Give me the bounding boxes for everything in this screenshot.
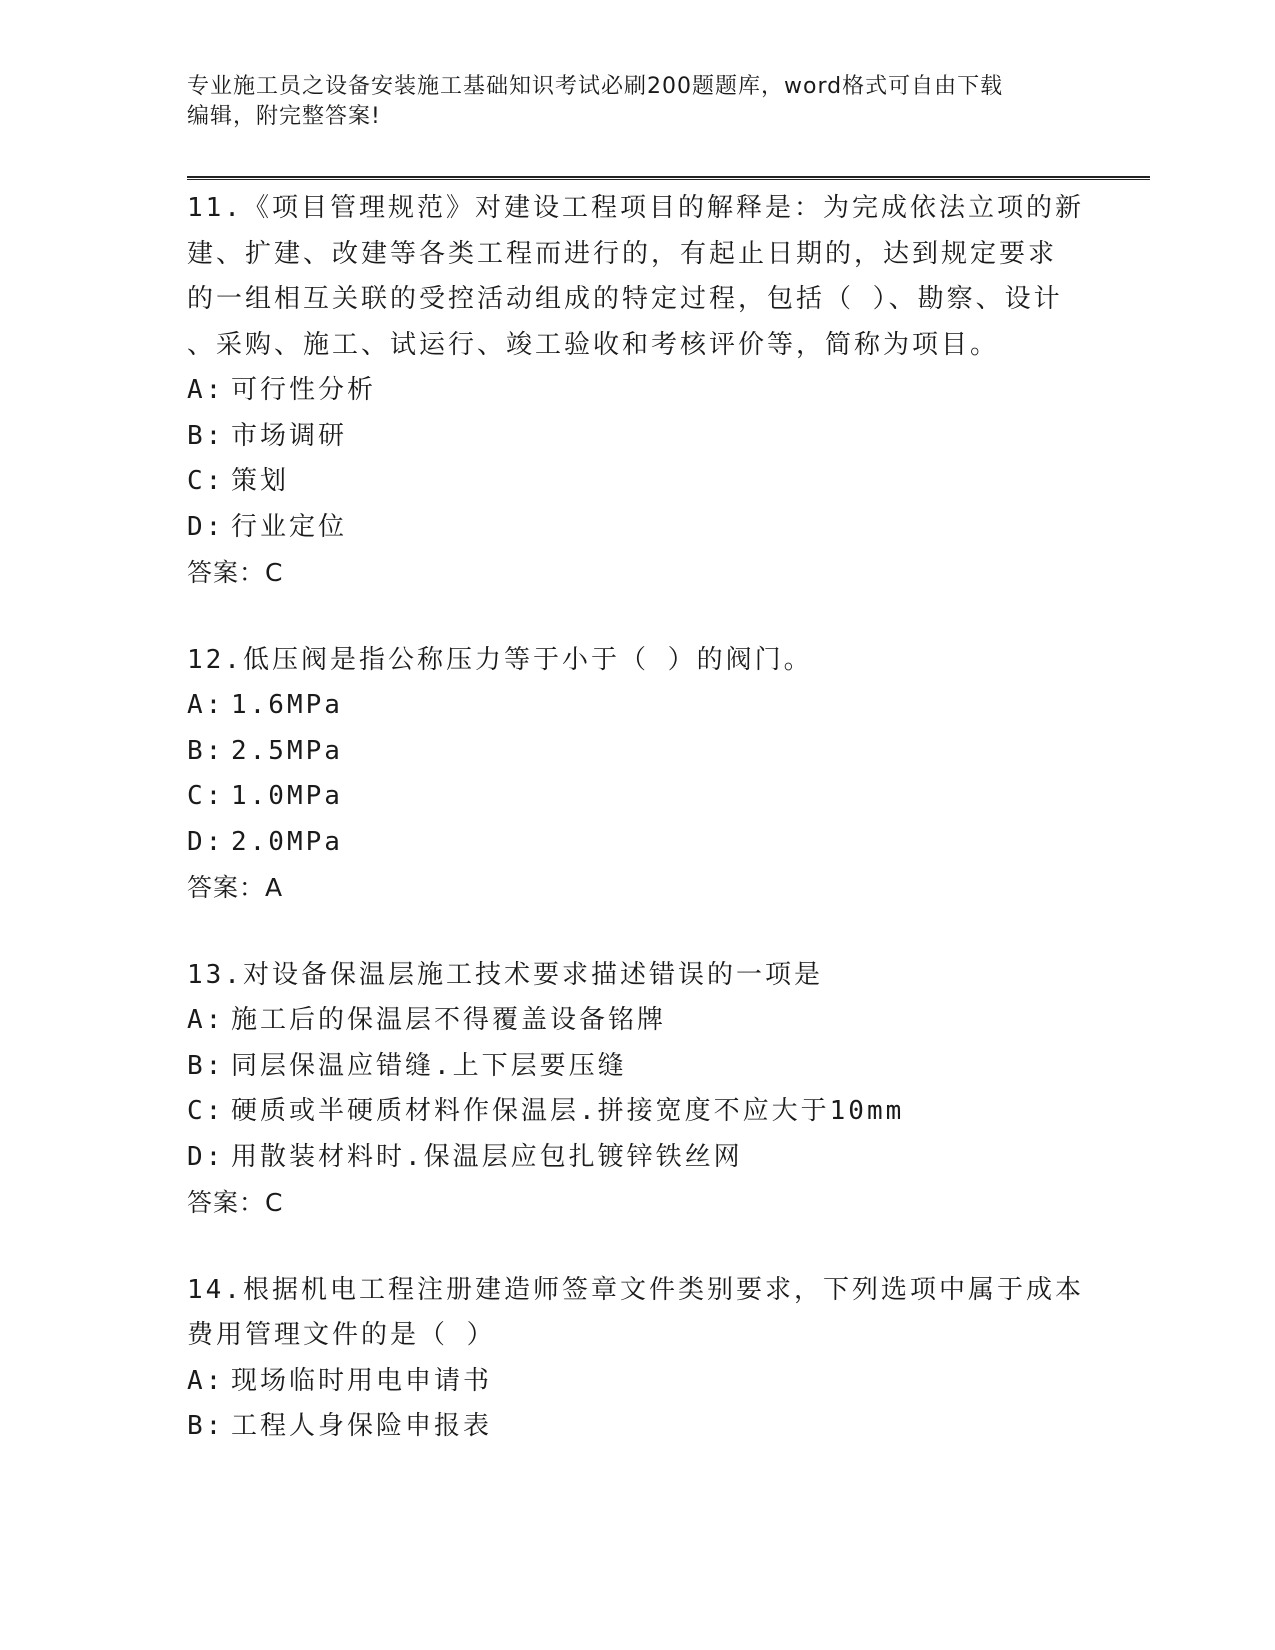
header-divider [187,176,1150,180]
option-letter: D: [187,826,225,857]
option-text: 2.5MPa [231,735,343,766]
option-text: 行业定位 [231,511,348,542]
option-text: 用散装材料时.保温层应包扎镀锌铁丝网 [231,1141,743,1172]
question-stem [187,1268,1087,1359]
option-letter: D: [187,1141,225,1172]
option-text: 硬质或半硬质材料作保温层.拼接宽度不应大于10mm [231,1096,905,1126]
option-letter: A: [187,375,225,405]
option-letter: B: [187,735,225,766]
question-13 [187,953,1087,1226]
option-text: 工程人身保险申报表 [231,1411,493,1441]
option-a [187,998,1087,1044]
option-text: 2.0MPa [231,826,343,857]
option-d [187,820,1087,866]
option-d [187,505,1087,551]
option-letter: B: [187,420,225,451]
option-letter: C: [187,1096,225,1126]
document-header [187,72,1067,132]
option-b [187,1404,1087,1450]
stem-line: 、采购、施工、试运行、竣工验收和考核评价等，简称为项目。 [187,329,1000,360]
option-text: 1.0MPa [231,781,343,811]
option-b [187,729,1087,775]
question-stem [187,953,1087,999]
option-letter: C: [187,466,225,496]
stem-line: 11.《项目管理规范》对建设工程项目的解释是：为完成依法立项的新 [187,193,1084,223]
option-text: 1.6MPa [231,690,343,720]
question-14 [187,1268,1087,1450]
stem-line: 12.低压阀是指公称压力等于小于（ ）的阀门。 [187,644,813,675]
option-d [187,1135,1087,1181]
answer-line: 答案：C [187,1188,284,1217]
option-c [187,459,1087,505]
answer-line: 答案：A [187,873,284,902]
header-title-line-1: 专业施工员之设备安装施工基础知识考试必刷200题题库，word格式可自由下载 [187,74,1004,99]
option-text: 施工后的保温层不得覆盖设备铭牌 [231,1005,667,1035]
option-b [187,414,1087,460]
option-letter: B: [187,1411,225,1441]
option-letter: B: [187,1050,225,1081]
option-a [187,368,1087,414]
stem-line: 费用管理文件的是（ ） [187,1320,496,1350]
stem-line: 的一组相互关联的受控活动组成的特定过程，包括（ ）、勘察、设计 [187,284,1063,314]
answer-line: 答案：C [187,558,284,587]
option-letter: A: [187,1365,225,1396]
question-stem [187,638,1087,684]
option-c [187,774,1087,820]
option-a [187,683,1087,729]
stem-line: 14.根据机电工程注册建造师签章文件类别要求，下列选项中属于成本 [187,1274,1084,1305]
option-text: 策划 [231,466,290,496]
option-text: 同层保温应错缝.上下层要压缝 [231,1050,627,1081]
stem-line: 13.对设备保温层施工技术要求描述错误的一项是 [187,959,823,990]
option-text: 现场临时用电申请书 [231,1365,493,1396]
question-list [187,186,1087,1492]
question-stem [187,186,1087,368]
option-a [187,1359,1087,1405]
option-text: 市场调研 [231,420,348,451]
stem-line: 建、扩建、改建等各类工程而进行的，有起止日期的，达到规定要求 [187,238,1058,269]
option-text: 可行性分析 [231,375,377,405]
option-c [187,1089,1087,1135]
question-11 [187,186,1087,596]
option-b [187,1044,1087,1090]
header-title-line-2: 编辑，附完整答案! [187,104,381,129]
option-letter: A: [187,1005,225,1035]
option-letter: C: [187,781,225,811]
question-12 [187,638,1087,911]
option-letter: A: [187,690,225,720]
option-letter: D: [187,511,225,542]
